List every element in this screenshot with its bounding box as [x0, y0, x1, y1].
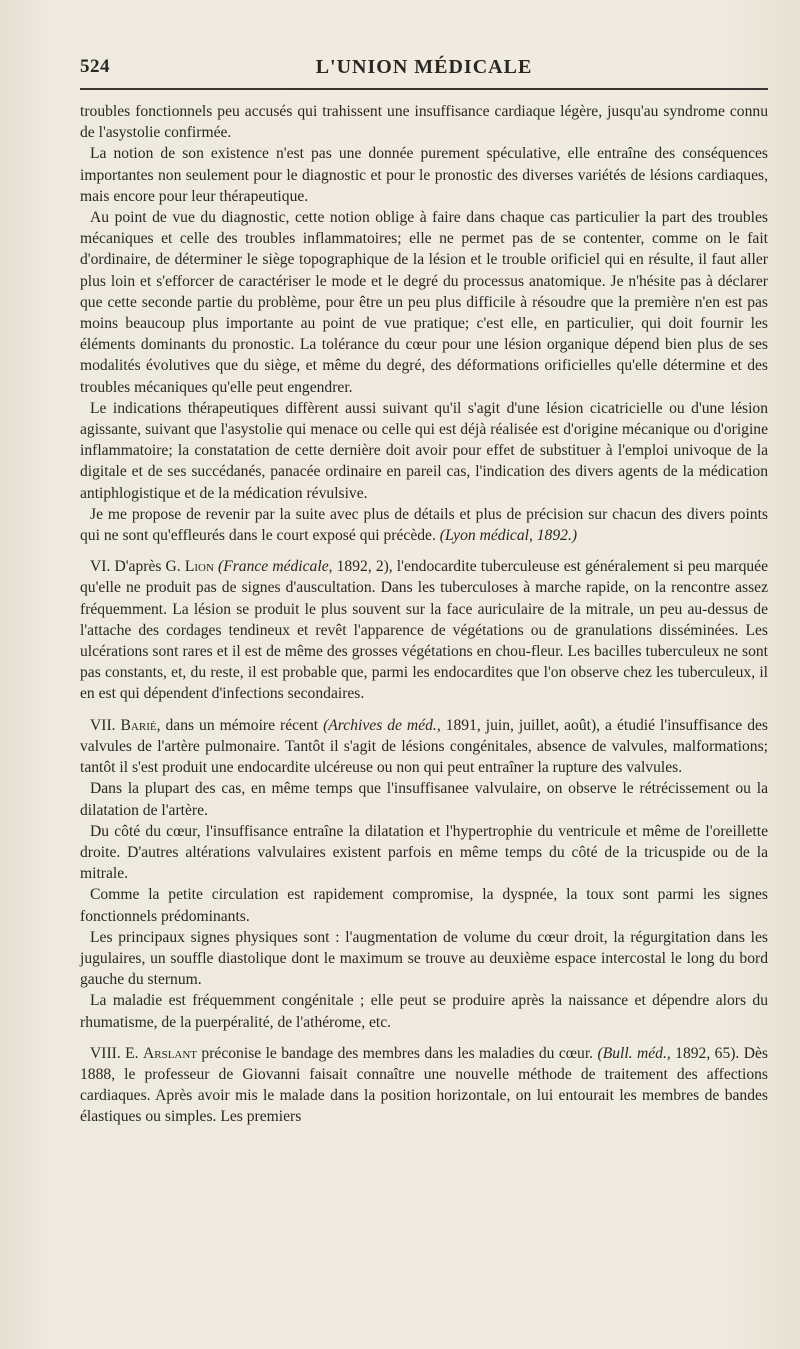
paragraph-text: Je me propose de revenir par la suite avec plus de détails et plus de précision sur chacun des divers points qui ne sont qu'effleurés dans le court exposé qui précède. — [80, 505, 768, 545]
page-header — [80, 56, 768, 90]
section-label: VI. D'après G. — [90, 558, 181, 576]
journal-title: (Archives de méd. — [323, 716, 437, 734]
section-vi — [80, 556, 768, 704]
paragraph: Comme la petite circulation est rapidement compromise, la dyspnée, la toux sont parmi les signes fonctionnels prédominants. — [80, 886, 768, 925]
paragraph: La maladie est fréquemment congénitale ; elle peut se produire après la naissance et dépendre alors du rhumatisme, de la puerpéralité, de l'athérome, etc. — [80, 992, 768, 1031]
author-name: Arslant — [142, 1044, 198, 1062]
author-name: Barié — [120, 716, 157, 734]
paragraph-text: , dans un mémoire récent — [156, 716, 319, 734]
journal-title: (France médicale — [218, 558, 329, 576]
paragraph: Au point de vue du diagnostic, cette notion oblige à faire dans chaque cas particulier la part des troubles mécaniques et celle des troubles inflammatoires; elle ne permet pas de se contenter, comme on le fait d'ordinaire, de déterminer le siège topographique de la lésion et le trouble orificiel qui en résulte, il faut aller plus loin et s'efforcer de caractériser le mode et le degré du processus anatomique. Je n'hésite pas à déclarer que cette seconde partie du problème, pour être un peu plus difficile à résoudre que la première n'en est pas moins beaucoup plus importante au point de vue pratique; c'est elle, en particulier, qui doit fournir les éléments dominants du pronostic. La tolérance du cœur pour une lésion organique dépend bien plus de ses modalités évolutives que du siège, et même du degré, des déformations orificielles qu'elle détermine et des troubles mécaniques qu'elle peut engendrer. — [80, 209, 768, 396]
author-name: Lion — [184, 558, 214, 576]
paragraph-text: , 1892, 65). Dès 1888, le professeur de Giovanni faisait connaître une nouvelle méthode de traitement des affections cardiaques. Après avoir mis le malade dans la position horizontale, on lui entourait les membres de bandes élastiques ou simples. Les premiers — [80, 1044, 768, 1126]
section-label: VII. — [90, 716, 116, 734]
journal-title: (Bull. méd. — [597, 1044, 667, 1062]
paragraph: Les principaux signes physiques sont : l'augmentation de volume du cœur droit, la régurgitation dans les jugulaires, un souffle diastolique dont le maximum se trouve au deuxième espace intercostal le long du bord gauche du sternum. — [80, 928, 768, 989]
paragraph: La notion de son existence n'est pas une donnée purement spéculative, elle entraîne des conséquences importantes non seulement pour le diagnostic et pour le pronostic des diverses variétés de lésions cardiaques, mais encore pour leur thérapeutique. — [80, 145, 768, 205]
paragraph-text: , 1892, 2), l'endocardite tuberculeuse est généralement si peu marquée qu'elle ne produit pas de signes d'auscultation. Dans les tuberculoses à marche rapide, on la rencontre assez fréquemment. La lésion se produit le plus souvent sur la face auriculaire de la mitrale, un peu au-dessus de l'attache des cordages tendineux et revêt l'apparence de végétations ou de granulations disséminées. Les ulcérations sont rares et il est de même des grosses végétations en chou-fleur. Les bacilles tuberculeux ne sont pas constants, et, du reste, il est probable que, parmi les endocardites que l'on observe chez les tuberculeux, il en est qui dépendent d'infections secondaires. — [80, 558, 769, 703]
section-viii — [80, 1043, 768, 1128]
paragraph — [80, 504, 768, 546]
paragraph: Du côté du cœur, l'insuffisance entraîne la dilatation et l'hypertrophie du ventricule et même de l'oreillette droite. D'autres altérations valvulaires existent parfois en même temps du côté de la tricuspide ou de la mitrale. — [80, 822, 768, 883]
paragraph-text: , 1891, juin, juillet, août), a étudié l'insuffisance des valvules de l'artère pulmonaire. Tantôt il s'agit de lésions congénitales, absence de valvules, malformations; tantôt il s'est produit une endocardite ulcéreuse ou non qui peut entraîner la rupture des valvules. — [80, 716, 768, 777]
section-vii — [80, 715, 768, 779]
paragraph-text: préconise le bandage des membres dans les maladies du cœur. — [197, 1044, 594, 1062]
article-body — [80, 101, 768, 1128]
citation: (Lyon médical, 1892.) — [439, 527, 578, 545]
running-title: L'UNION MÉDICALE — [315, 56, 533, 78]
paragraph: Le indications thérapeutiques diffèrent aussi suivant qu'il s'agit d'une lésion cicatricielle ou d'une lésion agissante, suivant que l'asystolie qui menace ou celle qui est déjà réalisée est d'origine mécanique ou d'origine inflammatoire; la constatation de cette dernière doit avoir pour effet de substituer à l'emploi univoque de la digitale et de ses succédanés, panacée ordinaire en pareil cas, l'indication des divers agents de la médication antiphlogistique et de la médication révulsive. — [80, 399, 768, 502]
paragraph: Dans la plupart des cas, en même temps que l'insuffisanee valvulaire, on observe le rétrécissement ou la dilatation de l'artère. — [80, 780, 768, 819]
paragraph: troubles fonctionnels peu accusés qui trahissent une insuffisance cardiaque légère, jusqu'au syndrome connu de l'asystolie confirmée. — [80, 103, 768, 142]
section-label: VIII. E. — [90, 1044, 139, 1062]
page-number: 524 — [80, 56, 110, 77]
header-rule — [80, 88, 768, 90]
